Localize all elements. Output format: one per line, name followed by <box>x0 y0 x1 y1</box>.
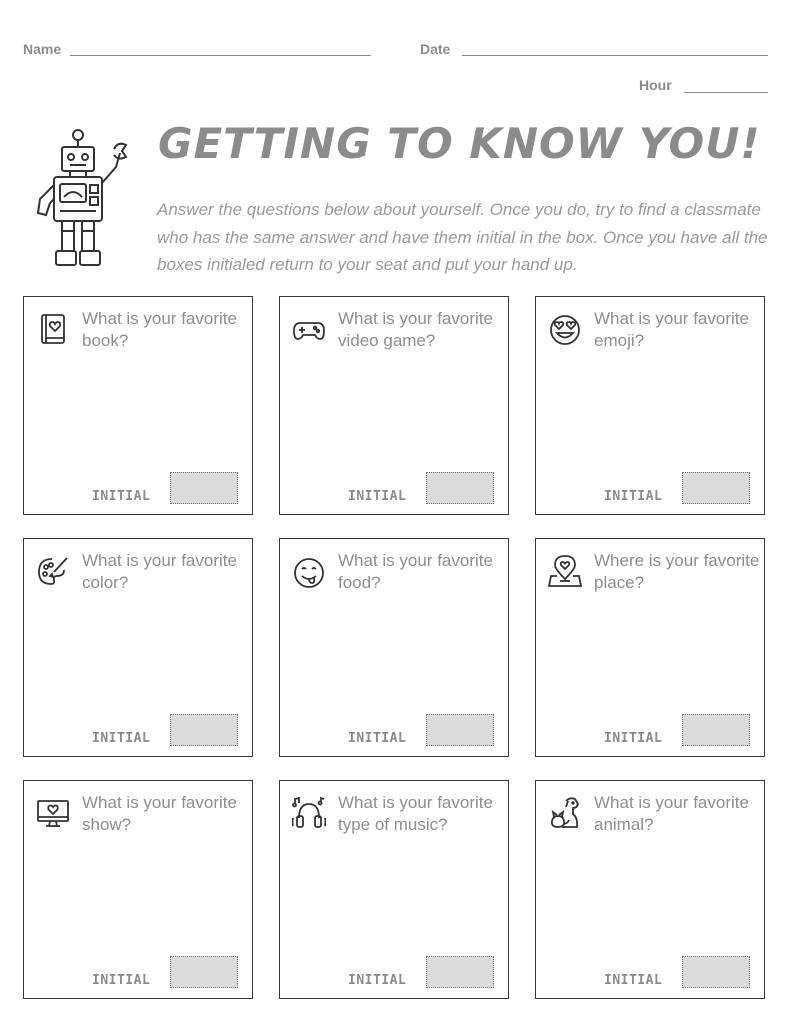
card-question: What is your favorite book? <box>82 309 237 350</box>
question-card-book <box>23 296 253 515</box>
question-card-show <box>23 780 253 999</box>
question-card-food <box>279 538 509 757</box>
initial-box[interactable] <box>170 472 238 504</box>
card-question: What is your favorite food? <box>338 551 493 592</box>
initial-label: INITIAL <box>348 973 407 988</box>
initial-box[interactable] <box>170 714 238 746</box>
paint-palette-icon <box>36 554 70 588</box>
initial-label: INITIAL <box>604 973 663 988</box>
page-title: GETTING TO KNOW YOU! <box>158 119 761 168</box>
date-label: Date <box>420 41 451 57</box>
card-question: What is your favorite show? <box>82 793 237 834</box>
tv-heart-icon <box>36 796 70 830</box>
question-card-emoji <box>535 296 765 515</box>
hour-label: Hour <box>639 77 672 93</box>
dog-cat-icon <box>548 796 582 830</box>
book-heart-icon <box>36 312 70 346</box>
headphones-music-icon <box>292 796 326 830</box>
initial-box[interactable] <box>682 472 750 504</box>
initial-label: INITIAL <box>604 731 663 746</box>
robot-illustration <box>28 127 128 269</box>
name-field[interactable] <box>70 55 371 56</box>
initial-box[interactable] <box>682 714 750 746</box>
card-question: What is your favorite animal? <box>594 793 749 834</box>
map-pin-heart-icon <box>548 554 582 588</box>
question-card-color <box>23 538 253 757</box>
initial-box[interactable] <box>682 956 750 988</box>
initial-label: INITIAL <box>604 489 663 504</box>
date-field[interactable] <box>462 55 768 56</box>
initial-label: INITIAL <box>92 973 151 988</box>
name-label: Name <box>23 41 62 57</box>
card-question: What is your favorite video game? <box>338 309 493 350</box>
card-question: What is your favorite color? <box>82 551 237 592</box>
hour-field[interactable] <box>684 92 768 93</box>
card-question: Where is your favorite place? <box>594 551 760 592</box>
initial-box[interactable] <box>170 956 238 988</box>
question-card-video-game <box>279 296 509 515</box>
card-question: What is your favorite emoji? <box>594 309 749 350</box>
heart-eyes-emoji-icon <box>548 312 582 346</box>
card-question: What is your favorite type of music? <box>338 793 493 834</box>
tongue-smiley-icon <box>292 554 326 588</box>
initial-box[interactable] <box>426 956 494 988</box>
instructions-text: Answer the questions below about yourself. Once you do, try to find a classmate who has the same answer and have them initial in the box. Once you have all the boxes initialed return to your seat and put your hand up. <box>157 200 768 274</box>
initial-label: INITIAL <box>92 731 151 746</box>
question-card-animal <box>535 780 765 999</box>
question-card-place <box>535 538 765 757</box>
gamepad-icon <box>292 312 326 346</box>
initial-box[interactable] <box>426 472 494 504</box>
initial-label: INITIAL <box>92 489 151 504</box>
initial-label: INITIAL <box>348 731 407 746</box>
initial-label: INITIAL <box>348 489 407 504</box>
initial-box[interactable] <box>426 714 494 746</box>
question-card-music <box>279 780 509 999</box>
